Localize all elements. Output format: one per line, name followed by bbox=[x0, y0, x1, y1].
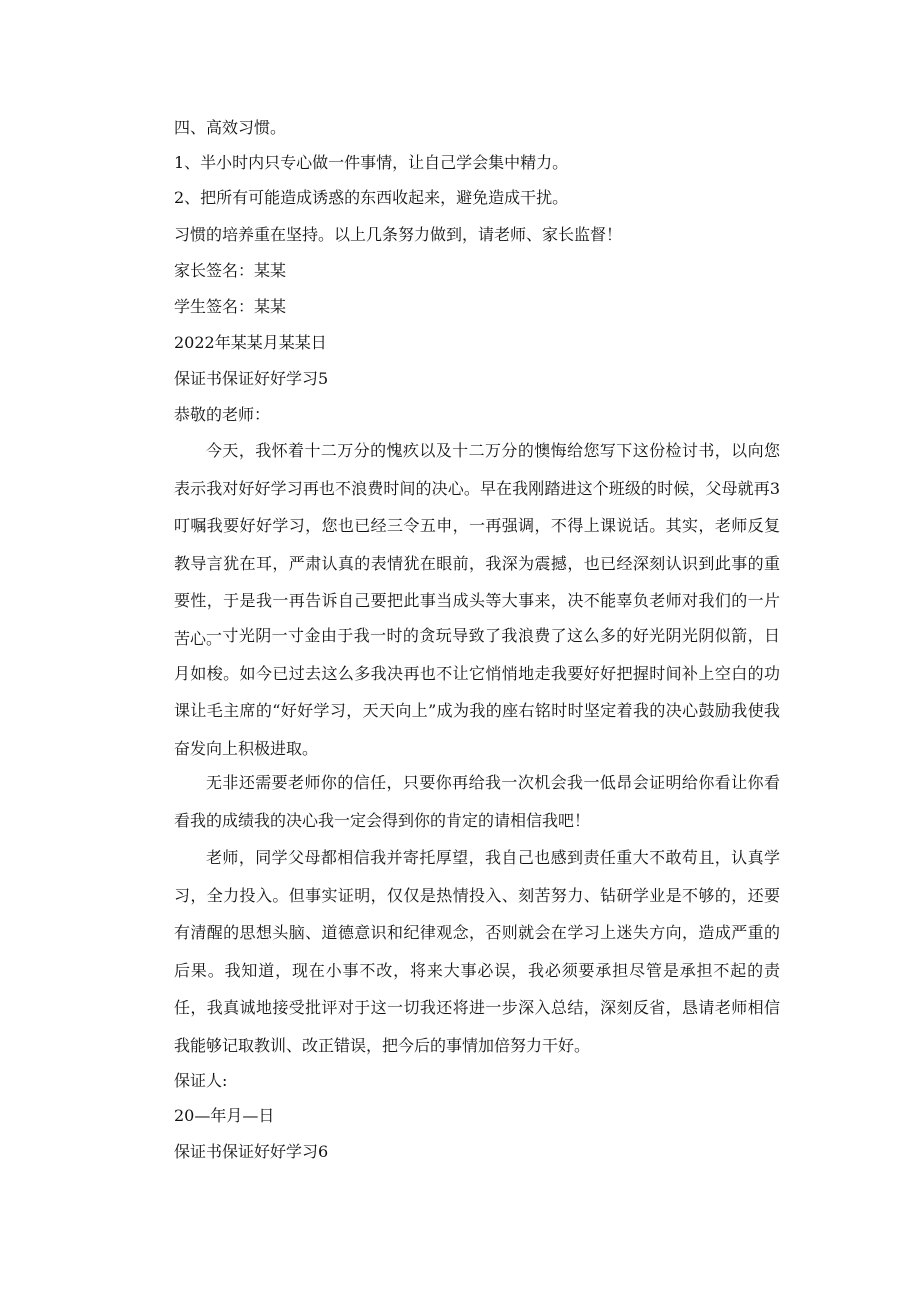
section-heading: 保证书保证好好学习6 bbox=[174, 1142, 329, 1161]
salutation: 恭敬的老师： bbox=[174, 405, 271, 424]
body-paragraph: 无非还需要老师你的信任，只要你再给我一次机会我一低昂会证明给你看让你看看我的成绩我的决心我一定会得到你的肯定的请相信我吧！ bbox=[174, 773, 780, 830]
habit-item: 2、把所有可能造成诱惑的东西收起来，避免造成干扰。 bbox=[174, 188, 569, 207]
parent-signature: 家长签名：某某 bbox=[174, 261, 287, 280]
date-line: 20—年月—日 bbox=[174, 1106, 275, 1125]
date-line: 2022年某某月某某日 bbox=[174, 333, 327, 352]
body-paragraph: 一寸光阴一寸金由于我一时的贪玩导致了我浪费了这么多的好光阴光阴似箭，日月如梭。如今已过去这么多我决再也不让它悄悄地走我要好好把握时间补上空白的功课让毛主席的“好好学习，天天向上”成为我的座右铭时时坚定着我的决心鼓励我使我奋发向上积极进取。 bbox=[174, 626, 780, 758]
guarantor-label: 保证人: bbox=[174, 1071, 228, 1090]
section-heading: 保证书保证好好学习5 bbox=[174, 369, 329, 388]
closing-line: 习惯的培养重在坚持。以上几条努力做到，请老师、家长监督！ bbox=[174, 225, 623, 244]
body-paragraph: 老师，同学父母都相信我并寄托厚望，我自己也感到责任重大不敢苟且，认真学习，全力投入。但事实证明，仅仅是热情投入、刻苦努力、钻研学业是不够的，还要有清醒的思想头脑、道德意识和纪律观念，否则就会在学习上迷失方向，造成严重的后果。我知道，现在小事不改，将来大事必误，我必须要承担尽管是承担不起的责任，我真诚地接受批评对于这一切我还将进一步深入总结，深刻反省，恳请老师相信我能够记取教训、改正错误，把今后的事情加倍努力干好。 bbox=[174, 848, 780, 1055]
student-signature: 学生签名：某某 bbox=[174, 297, 287, 316]
habit-item: 1、半小时内只专心做一件事情，让自己学会集中精力。 bbox=[174, 153, 569, 172]
body-paragraph: 今天，我怀着十二万分的愧疚以及十二万分的懊悔给您写下这份检讨书，以向您表示我对好好学习再也不浪费时间的决心。早在我刚踏进这个班级的时候，父母就再3叮嘱我要好好学习，您也已经三令五申，一再强调，不得上课说话。其实，老师反复教导言犹在耳，严肃认真的表情犹在眼前，我深为震撼，也已经深刻认识到此事的重要性，于是我一再告诉自己要把此事当成头等大事来，决不能辜负老师对我们的一片苦心。 bbox=[174, 441, 780, 648]
section-title: 四、高效习惯。 bbox=[174, 118, 287, 137]
